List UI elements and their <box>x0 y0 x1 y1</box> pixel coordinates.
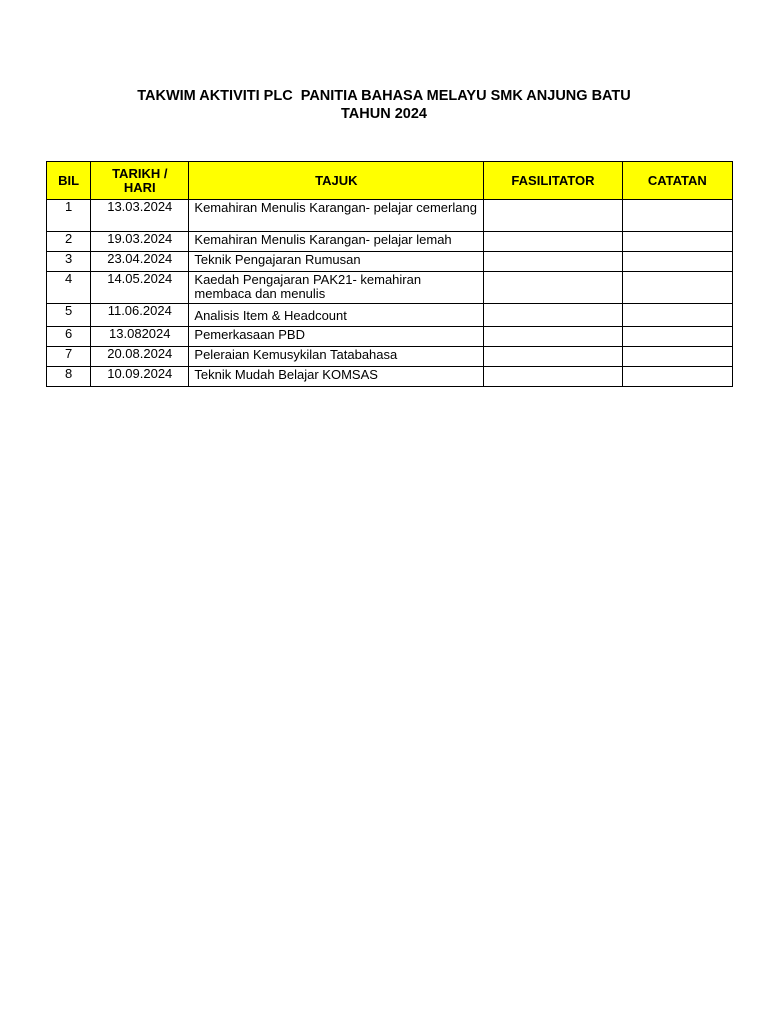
header-tarikh: TARIKH / HARI <box>91 162 189 200</box>
cell-tajuk: Pemerkasaan PBD <box>189 327 484 347</box>
cell-tajuk: Teknik Mudah Belajar KOMSAS <box>189 367 484 387</box>
header-tajuk: TAJUK <box>189 162 484 200</box>
cell-fasilitator <box>484 327 622 347</box>
cell-catatan <box>622 367 732 387</box>
cell-tarikh: 10.09.2024 <box>91 367 189 387</box>
cell-bil: 4 <box>47 272 91 304</box>
table-row <box>47 272 733 304</box>
title-line-1: TAKWIM AKTIVITI PLC PANITIA BAHASA MELAYU SMK ANJUNG BATU <box>137 88 631 104</box>
cell-tarikh: 13.03.2024 <box>91 200 189 232</box>
activity-table <box>46 161 733 387</box>
cell-catatan <box>622 200 732 232</box>
table-row <box>47 232 733 252</box>
cell-tarikh: 20.08.2024 <box>91 347 189 367</box>
cell-fasilitator <box>484 232 622 252</box>
header-bil: BIL <box>47 162 91 200</box>
cell-fasilitator <box>484 367 622 387</box>
cell-tarikh: 11.06.2024 <box>91 304 189 327</box>
table-row <box>47 304 733 327</box>
cell-tajuk: Peleraian Kemusykilan Tatabahasa <box>189 347 484 367</box>
cell-tarikh: 13.082024 <box>91 327 189 347</box>
cell-fasilitator <box>484 252 622 272</box>
cell-bil: 5 <box>47 304 91 327</box>
title-line-2: TAHUN 2024 <box>341 106 427 122</box>
cell-bil: 1 <box>47 200 91 232</box>
cell-fasilitator <box>484 272 622 304</box>
table-header-row <box>47 162 733 200</box>
cell-tarikh: 19.03.2024 <box>91 232 189 252</box>
cell-tarikh: 14.05.2024 <box>91 272 189 304</box>
cell-tajuk: Kaedah Pengajaran PAK21- kemahiran membaca dan menulis <box>189 272 484 304</box>
cell-catatan <box>622 347 732 367</box>
document-title <box>0 87 768 123</box>
cell-bil: 8 <box>47 367 91 387</box>
cell-bil: 3 <box>47 252 91 272</box>
cell-tajuk: Kemahiran Menulis Karangan- pelajar lemah <box>189 232 484 252</box>
cell-catatan <box>622 272 732 304</box>
cell-tarikh: 23.04.2024 <box>91 252 189 272</box>
cell-catatan <box>622 304 732 327</box>
table-row <box>47 367 733 387</box>
cell-fasilitator <box>484 304 622 327</box>
header-catatan: CATATAN <box>622 162 732 200</box>
cell-bil: 6 <box>47 327 91 347</box>
table-row <box>47 200 733 232</box>
cell-tajuk: Analisis Item & Headcount <box>189 304 484 327</box>
header-fasilitator: FASILITATOR <box>484 162 622 200</box>
cell-fasilitator <box>484 347 622 367</box>
table-row <box>47 347 733 367</box>
cell-tajuk: Kemahiran Menulis Karangan- pelajar cemerlang <box>189 200 484 232</box>
cell-tajuk: Teknik Pengajaran Rumusan <box>189 252 484 272</box>
cell-bil: 2 <box>47 232 91 252</box>
cell-catatan <box>622 252 732 272</box>
cell-catatan <box>622 327 732 347</box>
table-row <box>47 252 733 272</box>
cell-catatan <box>622 232 732 252</box>
cell-bil: 7 <box>47 347 91 367</box>
table-row <box>47 327 733 347</box>
cell-fasilitator <box>484 200 622 232</box>
